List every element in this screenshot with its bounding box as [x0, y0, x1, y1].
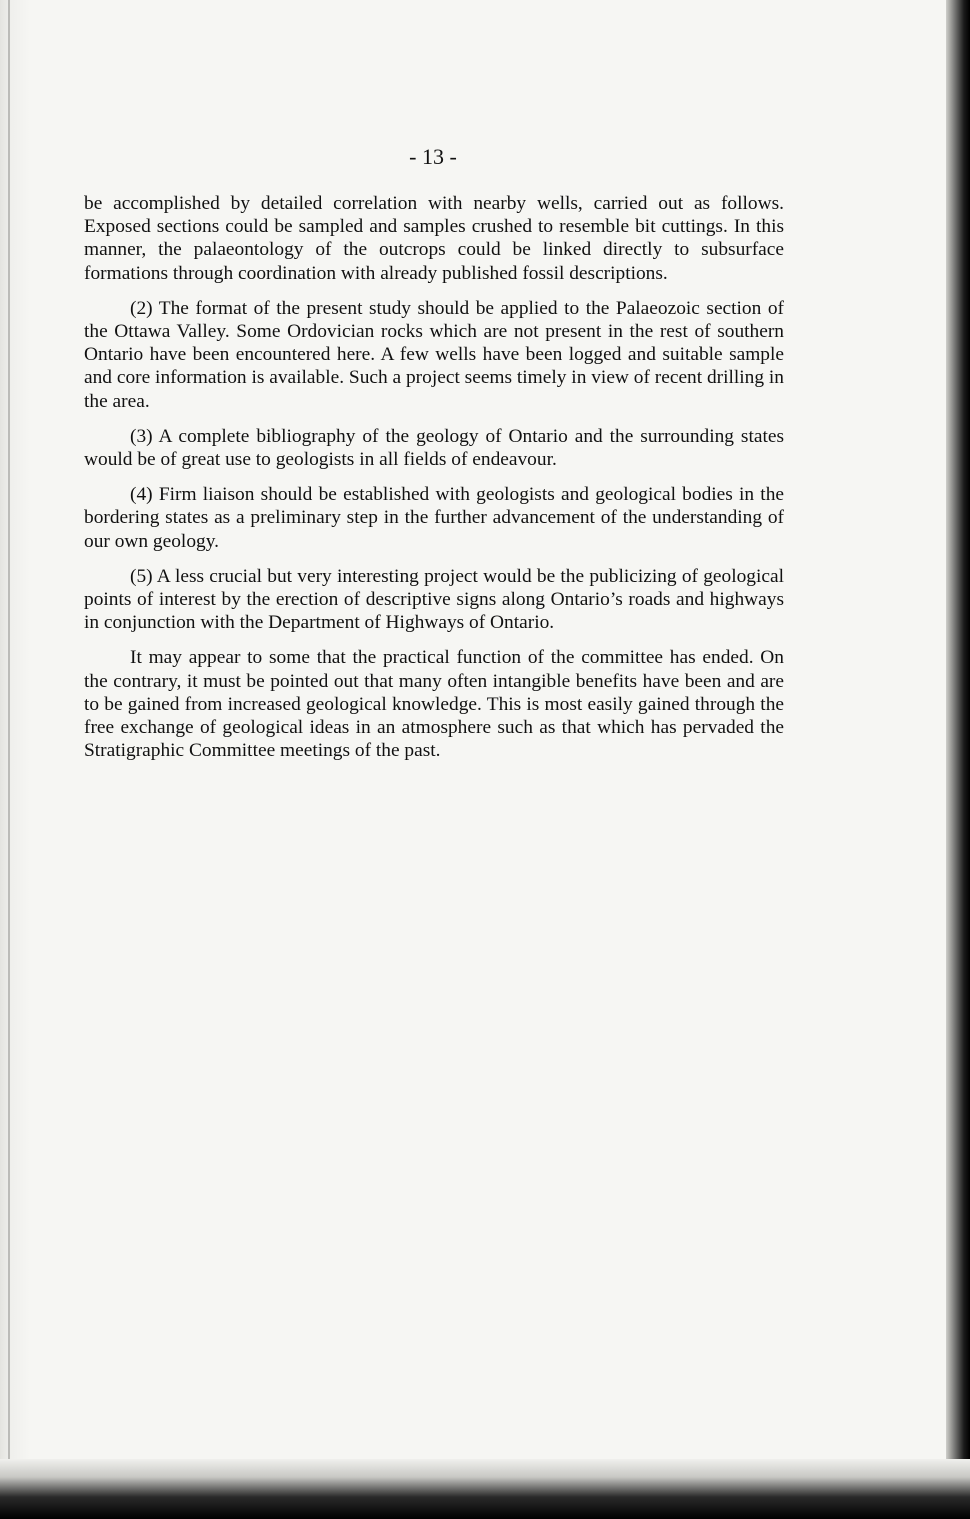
paragraph-item-4: (4) Firm liaison should be established with geologists and geological bodies in the bordering states as a preliminary step in the further advancement of the understanding of our own geology.: [84, 484, 784, 552]
scan-bottom-edge: [0, 1459, 970, 1519]
paragraph-item-2: (2) The format of the present study should be applied to the Palaeozoic section of the Ottawa Valley. Some Ordovician rocks which are not present in the rest of southern Ontario have been encountered here. A few wells have been logged and suitable sample and core information is available. Such a project seems timely in view of recent drilling in the area.: [84, 297, 785, 412]
paragraph-item-3: (3) A complete bibliography of the geology of Ontario and the surrounding states would be of great use to geologists in all fields of endeavour.: [84, 425, 784, 471]
scan-binding-line: [8, 0, 10, 1460]
paragraph-item-5: (5) A less crucial but very interesting project would be the publicizing of geological points of interest by the erection of descriptive signs along Ontario’s roads and highways in conjunction with the Department of Highways of Ontario.: [84, 565, 784, 634]
scan-left-edge: [0, 0, 30, 1519]
paragraph-conclusion: It may appear to some that the practical function of the committee has ended. On the contrary, it must be pointed out that many often intangible benefits have been and are to be gained from increased geological knowledge. This is most easily gained through the free exchange of geological ideas in an atmosphere such as that which has pervaded the Stratigraphic Committee meetings of the past.: [84, 647, 784, 762]
body-text: [84, 192, 784, 774]
paragraph-continuation: be accomplished by detailed correlation with nearby wells, carried out as follows. Exposed sections could be sampled and samples crushed to resemble bit cuttings. In this manner, the palaeontology of the outcrops could be linked directly to subsurface formations through coordination with already published fossil descriptions.: [84, 193, 784, 284]
page-number: - 13 -: [409, 144, 457, 169]
scan-right-edge: [946, 0, 970, 1519]
